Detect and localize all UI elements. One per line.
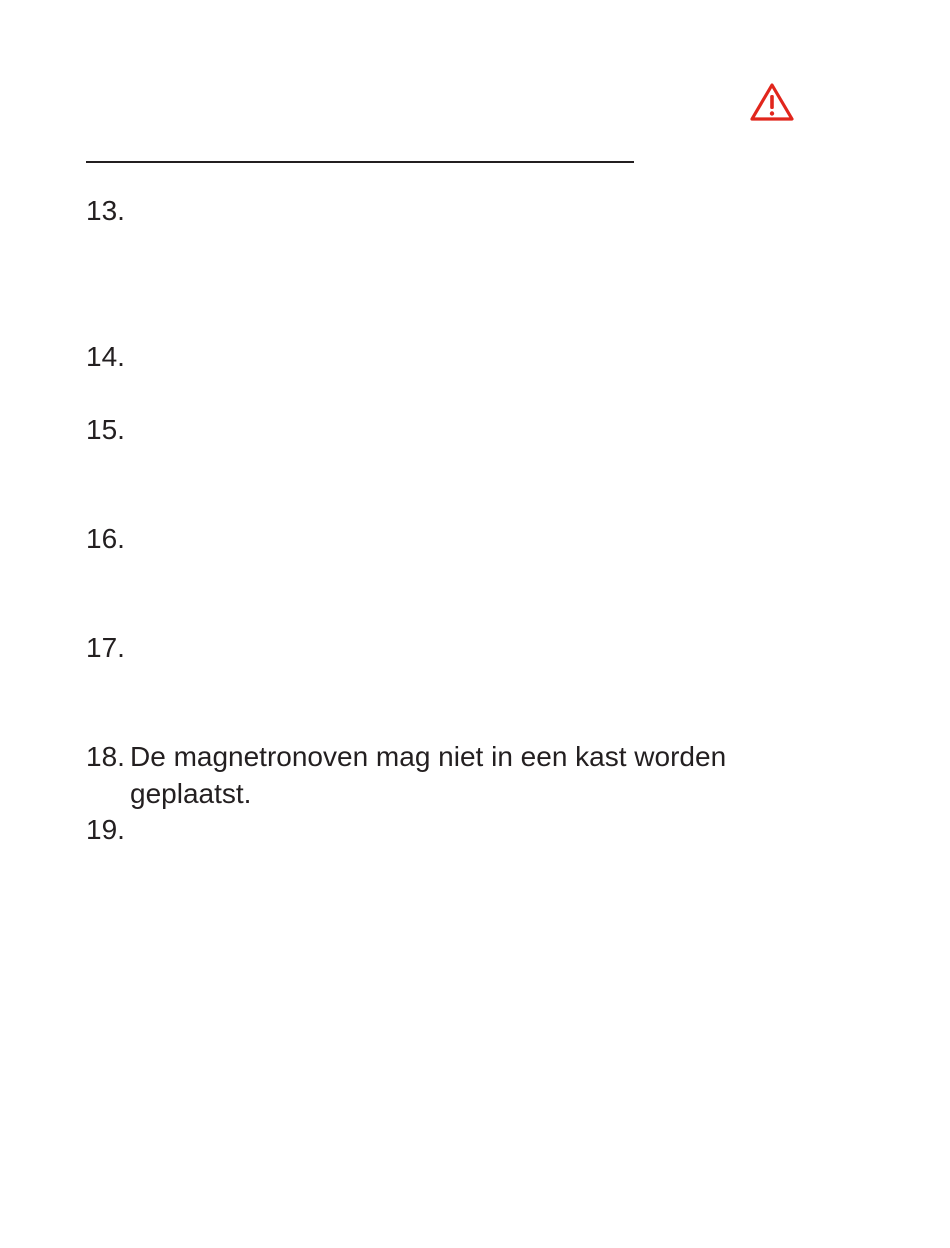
item-number: 19. (86, 814, 125, 845)
item-number: 16. (86, 523, 125, 554)
item-number: 13. (86, 195, 125, 226)
item-number: 18. (86, 741, 125, 772)
item-number: 14. (86, 341, 125, 372)
item-text: De magnetronoven mag niet in een kast worden geplaatst. (130, 741, 727, 809)
item-number: 15. (86, 414, 125, 445)
warning-triangle-icon (749, 82, 795, 122)
item-number: 17. (86, 632, 125, 663)
list-item (86, 738, 786, 812)
header-rule (86, 161, 634, 163)
